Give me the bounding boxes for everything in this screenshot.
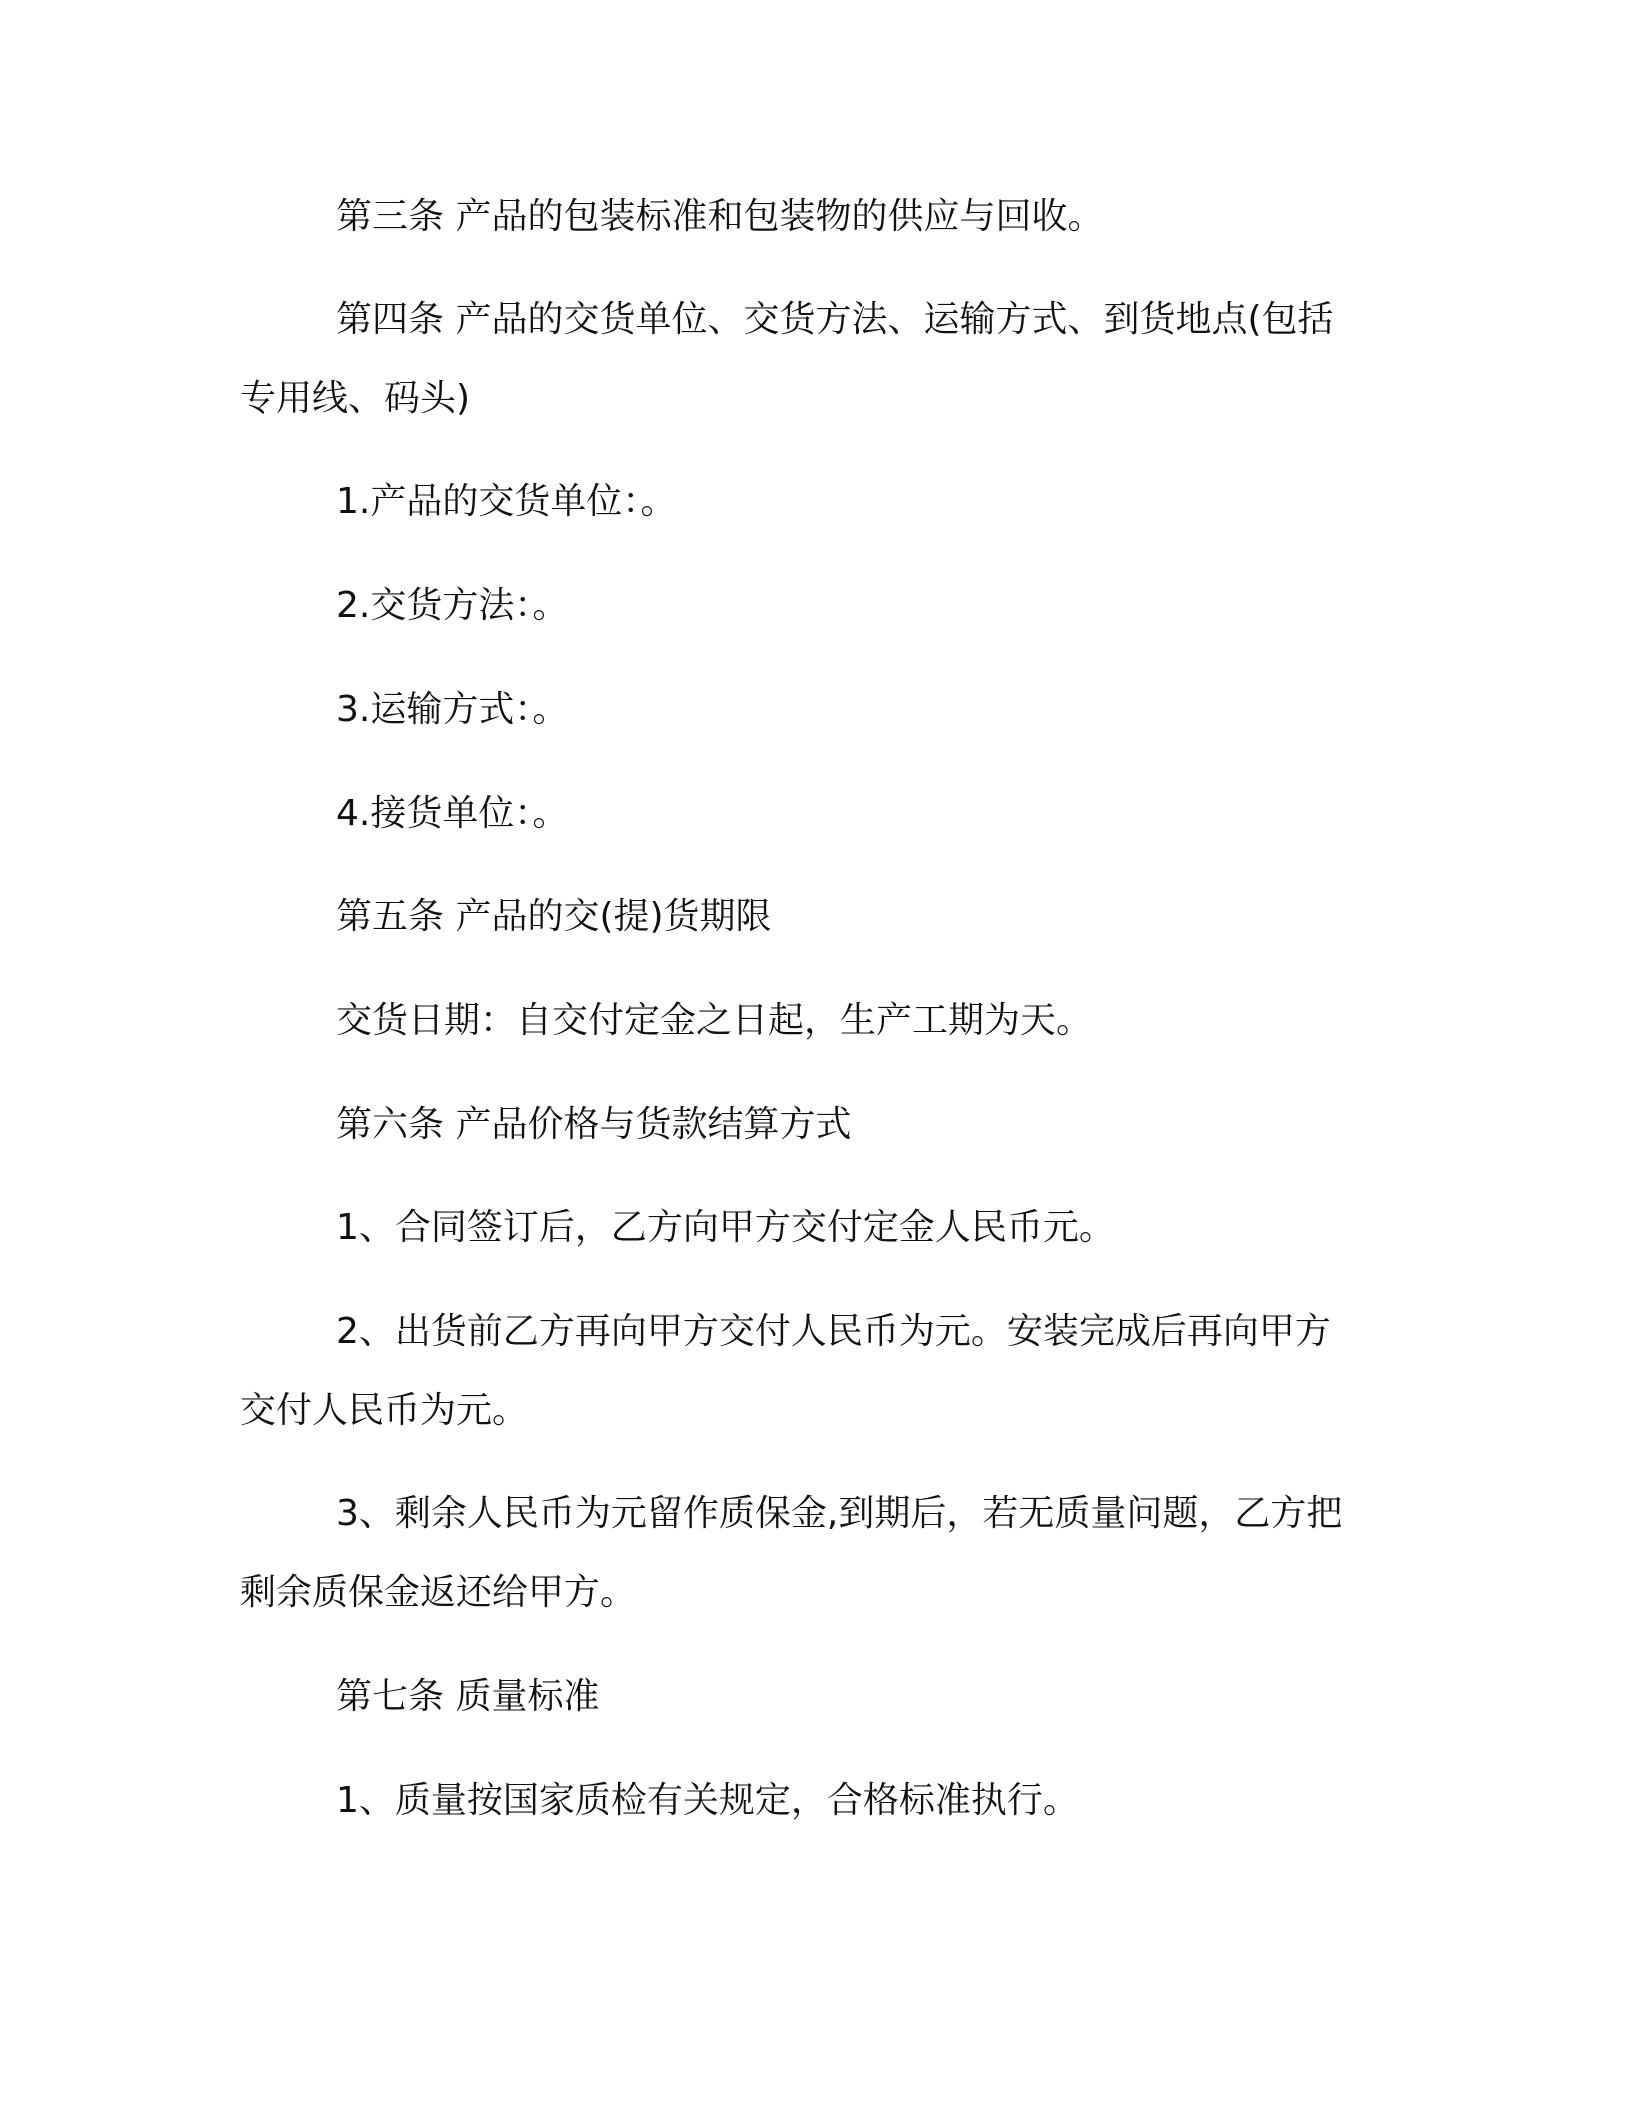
quality-item-1: 1、质量按国家质检有关规定，合格标准执行。 <box>336 1780 1079 1821</box>
delivery-unit-item: 1.产品的交货单位：。 <box>336 481 677 522</box>
article-7-heading: 第七条 质量标准 <box>336 1676 600 1717</box>
article-4-heading: 第四条 产品的交货单位、交货方法、运输方式、到货地点(包括 <box>336 299 1334 340</box>
article-5-heading: 第五条 产品的交(提)货期限 <box>336 896 772 937</box>
article-4-heading-continued: 专用线、码头) <box>240 378 471 419</box>
receiving-unit-item: 4.接货单位：。 <box>336 793 569 834</box>
delivery-date-text: 交货日期：自交付定金之日起，生产工期为天。 <box>336 1000 1093 1041</box>
payment-item-2: 2、出货前乙方再向甲方交付人民币为元。安装完成后再向甲方 <box>336 1311 1331 1352</box>
payment-item-1: 1、合同签订后，乙方向甲方交付定金人民币元。 <box>336 1207 1115 1248</box>
payment-item-3-continued: 剩余质保金返还给甲方。 <box>240 1572 637 1613</box>
transport-method-item: 3.运输方式：。 <box>336 689 569 730</box>
payment-item-2-continued: 交付人民币为元。 <box>240 1390 529 1431</box>
payment-item-3: 3、剩余人民币为元留作质保金,到期后，若无质量问题，乙方把 <box>336 1493 1343 1534</box>
delivery-method-item: 2.交货方法：。 <box>336 585 569 626</box>
article-3-heading: 第三条 产品的包装标准和包装物的供应与回收。 <box>336 196 1104 237</box>
article-6-heading: 第六条 产品价格与货款结算方式 <box>336 1104 852 1145</box>
